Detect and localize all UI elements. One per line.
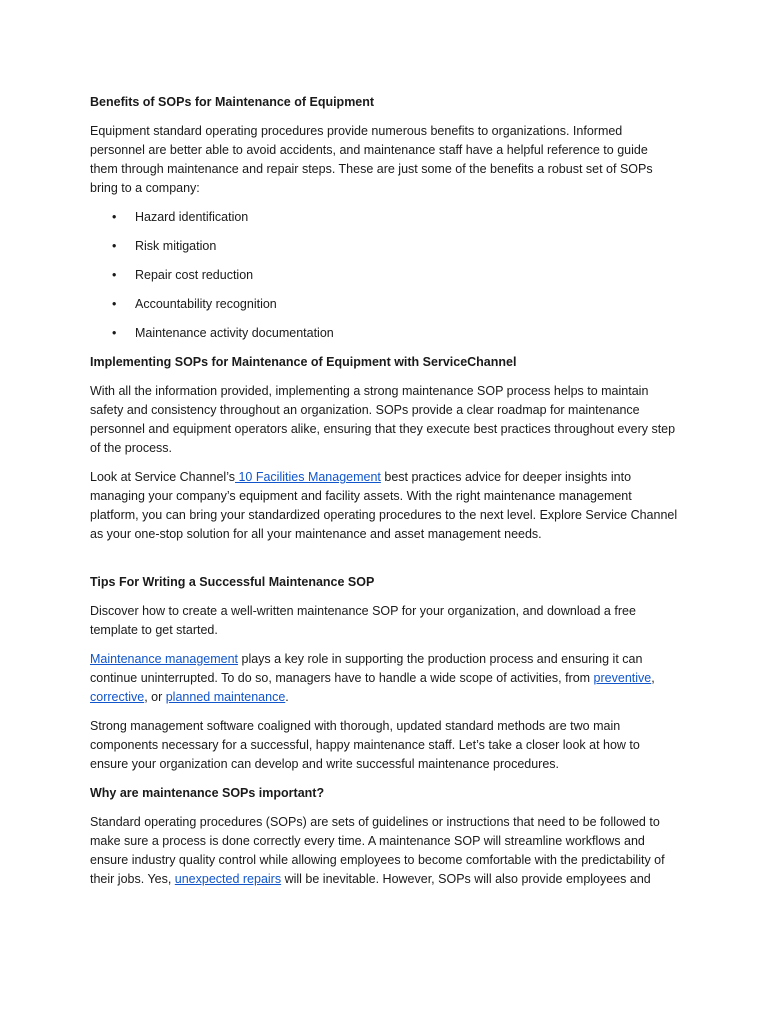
unexpected-repairs-link[interactable]: unexpected repairs [174, 872, 282, 886]
software-paragraph: Strong management software coaligned with thorough, updated standard methods are two main components necessary for a successful, happy maintenance staff. Let’s take a closer look at how to ensure your organization can develop and write successful maintenance procedures. [90, 719, 640, 771]
paragraph-text: , or [144, 690, 166, 704]
why-important-heading: Why are maintenance SOPs important? [90, 786, 325, 800]
list-item-label: Hazard identification [135, 210, 249, 224]
paragraph-text: best practices advice for deeper insights into managing your company’s equipment and facility assets. With the right maintenance management platform, you can bring your standardized operating procedures to the next level. Explore Service Channel as your one-stop solution for all your maintenance and asset management needs. [90, 470, 678, 541]
maintenance-management-paragraph [90, 650, 678, 707]
list-item [90, 237, 678, 256]
list-item [90, 324, 678, 343]
list-item-label: Maintenance activity documentation [135, 326, 334, 340]
implementing-paragraph: With all the information provided, implementing a strong maintenance SOP process helps to maintain safety and consistency throughout an organization. SOPs provide a clear roadmap for maintenance personnel and equipment operators alike, ensuring that they execute best practices throughout every step of the process. [90, 384, 676, 455]
bullet-icon: • [112, 326, 117, 340]
benefits-intro: Equipment standard operating procedures provide numerous benefits to organizations. Informed personnel are better able to avoid accidents, and maintenance staff have a helpful reference to guide them through maintenance and repair steps. These are just some of the benefits a robust set of SOPs bring to a company: [90, 124, 653, 195]
planned-maintenance-link[interactable]: planned maintenance [165, 690, 286, 704]
list-item-label: Accountability recognition [135, 297, 277, 311]
list-item [90, 295, 678, 314]
paragraph-text: Standard operating procedures (SOPs) are sets of guidelines or instructions that need to be followed to make sure a process is done correctly every time. A maintenance SOP will streamline workflows and ensure industry quality control while allowing employees to become comfortable with the predictability of their jobs. Yes, [90, 815, 665, 886]
tips-heading: Tips For Writing a Successful Maintenance SOP [90, 575, 375, 589]
paragraph-text: . [285, 690, 289, 704]
paragraph-text: Look at Service Channel’s [90, 470, 235, 484]
sop-definition-paragraph [90, 813, 678, 889]
benefits-heading: Benefits of SOPs for Maintenance of Equipment [90, 95, 375, 109]
section-spacer [90, 554, 678, 573]
paragraph-text: , [651, 671, 655, 685]
bullet-icon: • [112, 210, 117, 224]
service-channel-paragraph [90, 468, 678, 544]
benefits-list [90, 208, 678, 343]
bullet-icon: • [112, 297, 117, 311]
maintenance-management-link[interactable]: Maintenance management [90, 652, 239, 666]
bullet-icon: • [112, 268, 117, 282]
bullet-icon: • [112, 239, 117, 253]
list-item [90, 266, 678, 285]
tips-intro: Discover how to create a well-written maintenance SOP for your organization, and download a free template to get started. [90, 604, 636, 637]
facilities-management-link[interactable]: 10 Facilities Management [235, 470, 381, 484]
corrective-link[interactable]: corrective [90, 690, 145, 704]
implementing-heading: Implementing SOPs for Maintenance of Equipment with ServiceChannel [90, 355, 517, 369]
paragraph-text: will be inevitable. However, SOPs will also provide employees and [281, 872, 651, 886]
preventive-link[interactable]: preventive [593, 671, 652, 685]
list-item [90, 208, 678, 227]
list-item-label: Repair cost reduction [135, 268, 254, 282]
paragraph-text: plays a key role in supporting the production process and ensuring it can continue uninterrupted. To do so, managers have to handle a wide scope of activities, from [90, 652, 643, 685]
list-item-label: Risk mitigation [135, 239, 217, 253]
